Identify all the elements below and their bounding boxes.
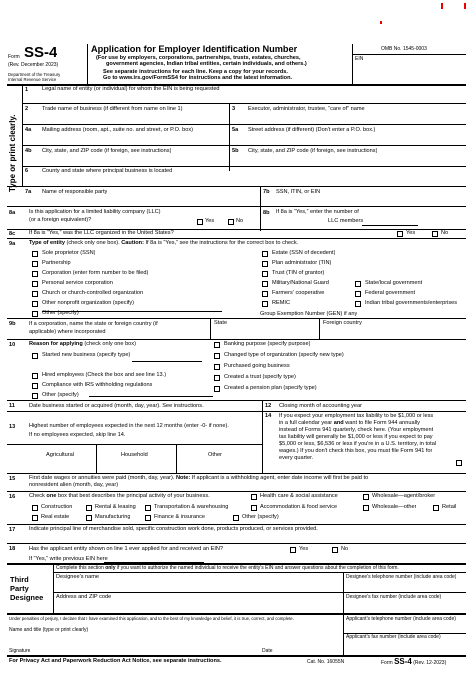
line-15-label: nonresident alien (month, day, year) [29,482,119,488]
line-14-text: $5,000 or less, $6,536 or less if you're in a U.S. territory, in total [279,441,437,447]
ein-label: EIN [355,56,364,62]
reason-label: Started new business (specify type) [42,352,131,358]
entity-type-checkbox[interactable] [262,271,268,277]
name-title-label: Name and title (type or print clearly) [9,627,89,633]
designee-phone-label: Designee's telephone number (include area code) [346,574,457,580]
entity-type-checkbox[interactable] [32,271,38,277]
entity-type-label: Church or church-controlled organization [42,290,144,296]
form-subtitle: (For use by employers, corporations, partnerships, trusts, estates, churches, [96,55,301,61]
activity-label: Health care & social assistance [260,493,338,499]
activity-checkbox[interactable] [251,505,257,511]
line-13-label: Highest number of employees expected in the next 12 months (enter -0- if none). [29,423,229,429]
line-14-text: instead of Forms 941 quarterly, check here. (Your employment [279,427,434,433]
reason-checkbox[interactable] [32,373,38,379]
entity-type-label: State/local government [365,280,423,286]
entity-type-label: Corporation (enter form number to be filed) [42,270,149,276]
line-8c-no-checkbox[interactable] [432,231,438,237]
ss4-form: Form SS-4 (Rev. December 2023) Department of the Treasury Internal Revenue Service Application for Employer Identification Number (For use by employers, corporations, partnerships, trusts, estates, churches, government agencies, Indian tribal entities, certain individuals, and others.) See separate instructions for each line. Keep a copy for your records. Go to www.irs.gov/FormSS4 for instructions and the latest information. OMB No. 1545-0003 EIN Type or print clearly. 1 Legal name of entity (or individual) for whom the EIN is being requested 2 Trade name of business (if different from name on line 1) 3 Executor, administrator, trustee, “care of” name 4a Mailing address (room, apt., suite no. and street, or P.O. box) 5a Street address (if different) (Don't enter a P.O. box.) 4b City, state, and ZIP code (if foreign, see instructions) 5b City, state, and ZIP code (if foreign, see instructions) 6 County and state where principal business is located 7a Name of responsible party 7b SSN, ITIN, or EIN 8a Is this application for a limited liability company (LLC) (or a foreign equivalent)? Yes No 8b If 8a is “Yes,” enter the number of LLC members 8c If 8a is “Yes,” was the LLC organized in the United States? Yes No 9a Type of entity (check only one box). Caution: If 8a is “Yes,” see the instructions for the correct box to check. Sole proprietor (SSN) Partnership Corporation (enter form number to be filed) Personal service corporation Church or church-controlled organization Other nonprofit organization (specify) Other (specify) Estate (SSN of decedent) Plan administrator (TIN) Trust (TIN of grantor) Military/National Guard Farmers' cooperative REMIC State/local government Federal government Indian tribal governments/enterprises Group Exemption Number (GEN) if any 9b If a corporation, name the state or foreign country (if applicable) where incorporated State Foreign country 10 Reason for applying (check only one box) Started new business (specify type) Hired employees (Check the box and see line 13.) Compliance with IRS withholding regulations Other (specify) Banking purpose (specify purpose) Changed type of organization (specify new type) Purchased going business Created a trust (specify type) Created a pension plan (specify type) 11 Date business started or acquired (month, day, year). See instructions. 12 Closing month of accounting year 13 Highest number of employees expected in the next 12 months (enter -0- if none). If no employees expected, skip line 14. Agricultural Household Other 14 If you expect your employment tax liability to be $1,000 or less in a full calendar year and want to file Form 944 annually instead of Forms 941 quarterly, check here. (Your employment tax liability will generally be $1,000 or less if you expect to pay $5,000 or less, $6,536 or less if you're in a U.S. territory, in total wages.) If you don't check this box, you must file Form 941 for every quarter. 15 First date wages or annuities were paid (month, day, year). Note: If applicant is a withholding agent, enter date income will first be paid to nonresident alien (month, day, year) 16 Check one box that best describes the principal activity of your business. Health care & social assistance Wholesale—agent/broker Construction Rental & leasing Transportation & warehousing Accommodation & food service Wholesale—other Retail Real estate Manufacturing Finance & insurance Other (specify) 17 Indicate principal line of merchandise sold, specific construction work done, products produced, or services provided. 18 Has the applicant entity shown on line 1 ever applied for and received an EIN? Yes No If “Yes,” write previous EIN here Third Party Designee Complete this section only if you want to authorize the named individual to receive the entity's EIN and answer questions about the completion of this form. Designee's name Designee's telephone number (include area code) Address and ZIP code Designee's fax number (include area code) Under penalties of perjury, I declare that I have examined this application, and to the best of my knowledge and belief, it is true, correct, and complete. Applicant's telephone number (include area code) Name and title (type or print clearly) Applicant's fax number (include area code) Signature Date For Privacy Act and Paperwork Reduction Act Notice, see separate instructions. Cat. No. 16055N Form SS-4 (Rev. 12-2023) [0,0,474,674]
reason-label: Hired employees (Check the box and see line 13.) [42,372,167,378]
type-or-print-label: Type or print clearly. [8,114,17,192]
line-18-yes-checkbox[interactable] [290,547,296,553]
group-exemption-label: Group Exemption Number (GEN) if any [260,311,358,317]
activity-label: Retail [442,504,457,510]
line-18-label: Has the applicant entity shown on line 1 ever applied for and received an EIN? [29,546,224,552]
line-5b-label: City, state, and ZIP code (if foreign, see instructions) [248,148,378,154]
activity-checkbox[interactable] [86,515,92,521]
activity-label: Wholesale—other [372,504,417,510]
activity-checkbox[interactable] [251,494,257,500]
line-7a-label: Name of responsible party [42,189,108,195]
omb-number: OMB No. 1545-0003 [381,46,427,52]
line-18-sub: If “Yes,” write previous EIN here [29,556,108,562]
line-16-label: Check one box that best describes the principal activity of your business. [29,493,210,499]
reason-checkbox[interactable] [214,386,220,392]
privacy-notice: For Privacy Act and Paperwork Reduction Act Notice, see separate instructions. [9,658,222,664]
reason-checkbox[interactable] [32,383,38,389]
state-label: State [214,320,228,326]
entity-type-checkbox[interactable] [355,301,361,307]
line-8c-label: If 8a is “Yes,” was the LLC organized in the United States? [29,230,174,236]
third-party-label: Party [10,584,29,593]
dept-treasury: Department of the Treasury [8,72,61,77]
entity-type-checkbox[interactable] [32,311,38,317]
entity-type-checkbox[interactable] [32,301,38,307]
activity-label: Finance & insurance [154,514,205,520]
no-label: No [341,546,349,552]
revision: (Rev. December 2023) [8,62,59,68]
entity-type-label: Other (specify) [42,310,79,316]
activity-label: Rental & leasing [95,504,136,510]
line-8a-yes-checkbox[interactable] [197,219,203,225]
red-mark [464,3,466,9]
line-18-no-checkbox[interactable] [332,547,338,553]
third-party-label: Third [10,575,29,584]
line-4a-label: Mailing address (room, apt., suite no. and street, or P.O. box) [42,127,194,133]
foreign-country-label: Foreign country [323,320,362,326]
line-9b-label: applicable) where incorporated [29,329,106,335]
entity-type-checkbox[interactable] [32,281,38,287]
line-17-label: Indicate principal line of merchandise sold, specific construction work done, products produced, or services provided. [29,526,318,532]
entity-type-label: Farmers' cooperative [272,290,325,296]
activity-label: Real estate [41,514,70,520]
activity-checkbox[interactable] [145,515,151,521]
designee-fax-label: Designee's fax number (include area code) [346,594,442,600]
entity-type-label: Plan administrator (TIN) [272,260,332,266]
activity-checkbox[interactable] [145,505,151,511]
form-subtitle: government agencies, Indian tribal entities, certain individuals, and others.) [106,61,307,67]
no-label: No [441,230,449,236]
agricultural-label: Agricultural [46,452,74,458]
line-14-text: every quarter. [279,455,314,461]
activity-checkbox[interactable] [32,505,38,511]
reason-checkbox[interactable] [214,353,220,359]
entity-type-checkbox[interactable] [262,281,268,287]
yes-label: Yes [406,230,416,236]
activity-checkbox[interactable] [233,515,239,521]
reason-label: Changed type of organization (specify new type) [224,352,344,358]
entity-type-checkbox[interactable] [355,281,361,287]
line-9b-label: If a corporation, name the state or foreign country (if [29,321,158,327]
line-14-checkbox[interactable] [456,460,462,466]
reason-label: Compliance with IRS withholding regulations [42,382,153,388]
line-9a-label: Type of entity (check only one box). Caution: If 8a is “Yes,” see the instructions for the correct box to check. [29,240,299,246]
activity-label: Construction [41,504,73,510]
reason-label: Other (specify) [42,392,79,398]
line-8c-yes-checkbox[interactable] [397,231,403,237]
activity-label: Other (specify) [242,514,279,520]
entity-type-checkbox[interactable] [262,291,268,297]
activity-label: Manufacturing [95,514,131,520]
entity-type-label: Trust (TIN of grantor) [272,270,325,276]
entity-type-label: Sole proprietor (SSN) [42,250,96,256]
line-15-label: First date wages or annuities were paid (month, day, year). Note: If applicant is a withholding agent, enter date income will first be paid to [29,475,369,481]
reason-checkbox[interactable] [214,364,220,370]
third-party-intro: Complete this section only if you want to authorize the named individual to receive the entity's EIN and answer questions about the completion of this form. [56,565,399,571]
applicant-fax-label: Applicant's fax number (include area code) [346,634,441,640]
entity-type-checkbox[interactable] [262,251,268,257]
entity-type-label: Personal service corporation [42,280,113,286]
footer-form: Form SS-4 (Rev. 12-2023) [381,657,447,666]
line-6-label: County and state where principal business is located [42,168,173,174]
entity-type-label: Estate (SSN of decedent) [272,250,336,256]
activity-checkbox[interactable] [86,505,92,511]
line-13-label: If no employees expected, skip line 14. [29,432,126,438]
cat-number: Cat. No. 16055N [307,659,345,665]
line-14-text: wages.) If you don't check this box, you must file Form 941 for [279,448,433,454]
reason-label: Banking purpose (specify purpose) [224,341,311,347]
form-label: Form [8,54,20,60]
line-14-text: in a full calendar year and want to file Form 944 annually [279,420,420,426]
red-mark [441,3,443,9]
reason-checkbox[interactable] [214,375,220,381]
activity-checkbox[interactable] [363,505,369,511]
line-8b-label: If 8a is “Yes,” enter the number of [276,209,359,215]
entity-type-label: Military/National Guard [272,280,329,286]
entity-type-label: Other nonprofit organization (specify) [42,300,135,306]
line-11-label: Date business started or acquired (month, day, year). See instructions. [29,403,204,409]
no-label: No [236,218,244,224]
line-2-label: Trade name of business (if different from name on line 1) [42,106,183,112]
form-instructions: See separate instructions for each line. Keep a copy for your records. [103,69,288,75]
entity-type-checkbox[interactable] [32,261,38,267]
reason-checkbox[interactable] [214,342,220,348]
date-label: Date [262,648,273,654]
perjury-statement: Under penalties of perjury, I declare that I have examined this application, and to the best of my knowledge and belief, it is true, correct, and complete. [9,616,294,621]
line-5a-label: Street address (if different) (Don't enter a P.O. box.) [248,127,376,133]
dept-irs: Internal Revenue Service [8,77,57,82]
form-number: SS-4 [24,44,58,61]
reason-label: Created a pension plan (specify type) [224,385,317,391]
activity-checkbox[interactable] [363,494,369,500]
entity-type-checkbox[interactable] [262,301,268,307]
activity-checkbox[interactable] [433,505,439,511]
red-dot [380,21,382,24]
reason-label: Created a trust (specify type) [224,374,296,380]
third-party-label: Designee [10,593,44,602]
activity-label: Wholesale—agent/broker [372,493,436,499]
form-title: Application for Employer Identification Number [91,44,298,54]
entity-type-checkbox[interactable] [32,251,38,257]
activity-checkbox[interactable] [32,515,38,521]
line-8a-label: Is this application for a limited liability company (LLC) [29,209,161,215]
yes-label: Yes [205,218,215,224]
entity-type-label: Indian tribal governments/enterprises [365,300,458,306]
line-8b-label: LLC members [328,218,364,224]
line-8a-label: (or a foreign equivalent)? [29,217,92,223]
line-12-label: Closing month of accounting year [279,403,363,409]
line-4b-label: City, state, and ZIP code (if foreign, see instructions) [42,148,172,154]
line-10-label: Reason for applying (check only one box) [29,341,136,347]
applicant-phone-label: Applicant's telephone number (include area code) [346,616,456,622]
line-7b-label: SSN, ITIN, or EIN [276,189,321,195]
reason-label: Purchased going business [224,363,290,369]
activity-label: Accommodation & food service [260,504,338,510]
line-8a-no-checkbox[interactable] [228,219,234,225]
entity-type-checkbox[interactable] [262,261,268,267]
reason-checkbox[interactable] [32,393,38,399]
form-instructions: Go to www.irs.gov/FormSS4 for instructions and the latest information. [103,75,293,81]
line-14-text: tax liability will generally be $1,000 or less if you expect to pay [279,434,433,440]
entity-type-label: Partnership [42,260,71,266]
line-1-label: Legal name of entity (or individual) for whom the EIN is being requested [42,86,220,92]
yes-label: Yes [299,546,309,552]
household-label: Household [121,452,148,458]
entity-type-checkbox[interactable] [32,291,38,297]
activity-label: Transportation & warehousing [154,504,229,510]
designee-name-label: Designee's name [56,574,100,580]
line-14-text: If you expect your employment tax liability to be $1,000 or less [279,413,434,419]
line-3-label: Executor, administrator, trustee, “care of” name [248,106,365,112]
entity-type-checkbox[interactable] [355,291,361,297]
reason-checkbox[interactable] [32,353,38,359]
other-label: Other [208,452,222,458]
entity-type-label: REMIC [272,300,291,306]
signature-label: Signature [9,648,31,654]
entity-type-label: Federal government [365,290,416,296]
designee-address-label: Address and ZIP code [56,594,112,600]
